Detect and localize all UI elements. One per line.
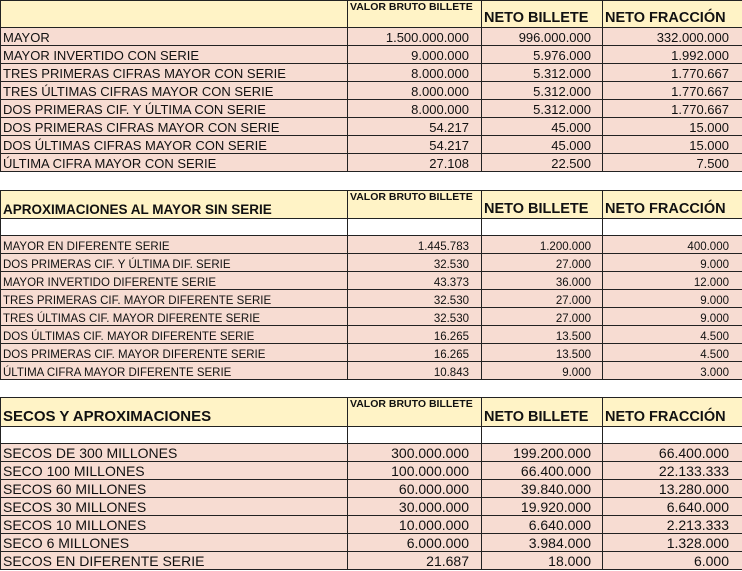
prize-label: MAYOR [1, 28, 348, 46]
neto-fraccion-value: 332.000.000 [603, 28, 742, 46]
spacer-row [1, 427, 742, 444]
table-row [1, 444, 742, 462]
neto-fraccion-value: 15.000 [603, 136, 742, 154]
valor-bruto-value: 100.000.000 [348, 462, 482, 480]
table-row [1, 552, 742, 570]
section-title: APROXIMACIONES AL MAYOR SIN SERIE [1, 191, 348, 219]
prize-label: SECOS DE 300 MILLONES [1, 444, 348, 462]
table-row [1, 82, 742, 100]
valor-bruto-value: 9.000.000 [348, 46, 482, 64]
valor-bruto-value: 43.373 [348, 272, 482, 290]
neto-fraccion-value: 12.000 [603, 272, 742, 290]
neto-fraccion-value: 400.000 [603, 236, 742, 254]
neto-billete-value: 18.000 [482, 552, 603, 570]
neto-billete-value: 5.312.000 [482, 100, 603, 118]
table-row [1, 480, 742, 498]
neto-fraccion-value: 2.213.333 [603, 516, 742, 534]
neto-fraccion-value: 1.770.667 [603, 82, 742, 100]
neto-billete-value: 22.500 [482, 154, 603, 172]
valor-bruto-value: 30.000.000 [348, 498, 482, 516]
prize-table-aproximaciones [0, 190, 742, 380]
prize-label: DOS PRIMERAS CIF. Y ÚLTIMA DIF. SERIE [1, 254, 348, 272]
table-row [1, 46, 742, 64]
section-title [1, 1, 348, 28]
header-neto-fraccion: NETO FRACCIÓN [603, 398, 742, 427]
prize-label: DOS PRIMERAS CIFRAS MAYOR CON SERIE [1, 118, 348, 136]
neto-fraccion-value: 7.500 [603, 154, 742, 172]
neto-fraccion-value: 9.000 [603, 290, 742, 308]
neto-billete-value: 45.000 [482, 118, 603, 136]
header-neto-fraccion: NETO FRACCIÓN [603, 1, 742, 28]
valor-bruto-value: 32.530 [348, 290, 482, 308]
prize-label: TRES PRIMERAS CIF. MAYOR DIFERENTE SERIE [1, 290, 348, 308]
neto-billete-value: 5.312.000 [482, 64, 603, 82]
neto-fraccion-value: 15.000 [603, 118, 742, 136]
header-neto-fraccion: NETO FRACCIÓN [603, 191, 742, 219]
prize-label: TRES PRIMERAS CIFRAS MAYOR CON SERIE [1, 64, 348, 82]
valor-bruto-value: 8.000.000 [348, 64, 482, 82]
neto-billete-value: 5.312.000 [482, 82, 603, 100]
valor-bruto-value: 32.530 [348, 254, 482, 272]
table-row [1, 516, 742, 534]
table-row [1, 308, 742, 326]
table-row [1, 236, 742, 254]
neto-billete-value: 1.200.000 [482, 236, 603, 254]
neto-billete-value: 199.200.000 [482, 444, 603, 462]
valor-bruto-value: 60.000.000 [348, 480, 482, 498]
neto-fraccion-value: 1.328.000 [603, 534, 742, 552]
neto-fraccion-value: 9.000 [603, 254, 742, 272]
valor-bruto-value: 16.265 [348, 326, 482, 344]
header-neto-billete: NETO BILLETE [482, 398, 603, 427]
table-row [1, 326, 742, 344]
prize-label: MAYOR INVERTIDO CON SERIE [1, 46, 348, 64]
valor-bruto-value: 1.445.783 [348, 236, 482, 254]
table-row [1, 462, 742, 480]
header-neto-billete: NETO BILLETE [482, 191, 603, 219]
prize-label: DOS ÚLTIMAS CIFRAS MAYOR CON SERIE [1, 136, 348, 154]
neto-fraccion-value: 1.992.000 [603, 46, 742, 64]
prize-label: SECOS 10 MILLONES [1, 516, 348, 534]
neto-billete-value: 39.840.000 [482, 480, 603, 498]
table-row [1, 254, 742, 272]
neto-billete-value: 36.000 [482, 272, 603, 290]
section-rows [1, 444, 742, 570]
neto-fraccion-value: 9.000 [603, 308, 742, 326]
valor-bruto-value: 16.265 [348, 344, 482, 362]
neto-billete-value: 27.000 [482, 290, 603, 308]
table-header [1, 398, 742, 427]
spacer-row [1, 219, 742, 236]
neto-billete-value: 27.000 [482, 308, 603, 326]
neto-fraccion-value: 1.770.667 [603, 100, 742, 118]
neto-billete-value: 66.400.000 [482, 462, 603, 480]
prize-label: ÚLTIMA CIFRA MAYOR CON SERIE [1, 154, 348, 172]
header-valor-bruto: VALOR BRUTO BILLETE [348, 1, 482, 28]
table-row [1, 64, 742, 82]
valor-bruto-value: 8.000.000 [348, 100, 482, 118]
table-row [1, 362, 742, 380]
neto-billete-value: 45.000 [482, 136, 603, 154]
section-title: SECOS Y APROXIMACIONES [1, 398, 348, 427]
table-row [1, 290, 742, 308]
prize-label: SECO 6 MILLONES [1, 534, 348, 552]
prize-label: SECOS EN DIFERENTE SERIE [1, 552, 348, 570]
prize-label: TRES ÚLTIMAS CIFRAS MAYOR CON SERIE [1, 82, 348, 100]
prize-label: SECO 100 MILLONES [1, 462, 348, 480]
prize-table-secos [0, 397, 742, 570]
valor-bruto-value: 6.000.000 [348, 534, 482, 552]
neto-fraccion-value: 1.770.667 [603, 64, 742, 82]
neto-billete-value: 3.984.000 [482, 534, 603, 552]
valor-bruto-value: 21.687 [348, 552, 482, 570]
table-row [1, 28, 742, 46]
valor-bruto-value: 32.530 [348, 308, 482, 326]
neto-fraccion-value: 22.133.333 [603, 462, 742, 480]
valor-bruto-value: 27.108 [348, 154, 482, 172]
neto-fraccion-value: 4.500 [603, 344, 742, 362]
prize-label: DOS ÚLTIMAS CIF. MAYOR DIFERENTE SERIE [1, 326, 348, 344]
prize-label: DOS PRIMERAS CIF. Y ÚLTIMA CON SERIE [1, 100, 348, 118]
valor-bruto-value: 54.217 [348, 136, 482, 154]
prize-label: SECOS 60 MILLONES [1, 480, 348, 498]
valor-bruto-value: 8.000.000 [348, 82, 482, 100]
valor-bruto-value: 10.843 [348, 362, 482, 380]
table-header [1, 1, 742, 28]
prize-label: MAYOR INVERTIDO DIFERENTE SERIE [1, 272, 348, 290]
neto-billete-value: 19.920.000 [482, 498, 603, 516]
neto-billete-value: 5.976.000 [482, 46, 603, 64]
neto-fraccion-value: 6.000 [603, 552, 742, 570]
neto-billete-value: 13.500 [482, 344, 603, 362]
neto-fraccion-value: 66.400.000 [603, 444, 742, 462]
valor-bruto-value: 1.500.000.000 [348, 28, 482, 46]
neto-fraccion-value: 4.500 [603, 326, 742, 344]
neto-billete-value: 6.640.000 [482, 516, 603, 534]
header-valor-bruto: VALOR BRUTO BILLETE [348, 191, 482, 219]
neto-fraccion-value: 3.000 [603, 362, 742, 380]
table-row [1, 100, 742, 118]
valor-bruto-value: 300.000.000 [348, 444, 482, 462]
valor-bruto-value: 10.000.000 [348, 516, 482, 534]
prize-label: ÚLTIMA CIFRA MAYOR DIFERENTE SERIE [1, 362, 348, 380]
table-header [1, 191, 742, 219]
section-rows [1, 236, 742, 380]
header-neto-billete: NETO BILLETE [482, 1, 603, 28]
neto-billete-value: 27.000 [482, 254, 603, 272]
table-row [1, 498, 742, 516]
table-row [1, 118, 742, 136]
prize-label: TRES ÚLTIMAS CIF. MAYOR DIFERENTE SERIE [1, 308, 348, 326]
table-row [1, 534, 742, 552]
neto-billete-value: 9.000 [482, 362, 603, 380]
neto-billete-value: 996.000.000 [482, 28, 603, 46]
header-valor-bruto: VALOR BRUTO BILLETE [348, 398, 482, 427]
table-row [1, 154, 742, 172]
prize-label: MAYOR EN DIFERENTE SERIE [1, 236, 348, 254]
neto-billete-value: 13.500 [482, 326, 603, 344]
section-rows [1, 28, 742, 172]
table-row [1, 136, 742, 154]
table-row [1, 344, 742, 362]
neto-fraccion-value: 13.280.000 [603, 480, 742, 498]
prize-table-mayor [0, 0, 742, 172]
table-row [1, 272, 742, 290]
prize-label: DOS PRIMERAS CIF. MAYOR DIFERENTE SERIE [1, 344, 348, 362]
valor-bruto-value: 54.217 [348, 118, 482, 136]
neto-fraccion-value: 6.640.000 [603, 498, 742, 516]
prize-label: SECOS 30 MILLONES [1, 498, 348, 516]
